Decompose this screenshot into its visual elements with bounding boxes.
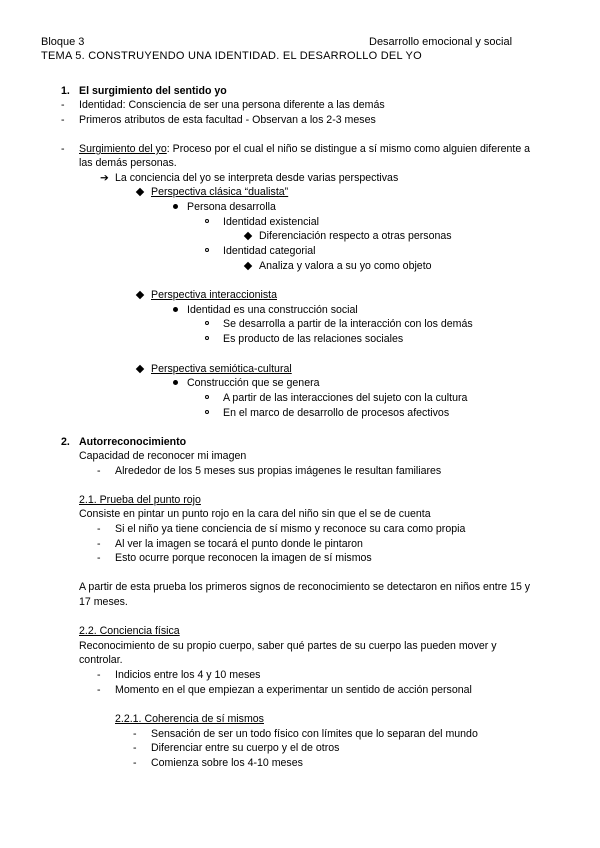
section-2-heading: Autorreconocimiento <box>79 436 187 448</box>
perspective-1-title: Perspectiva clásica “dualista” <box>151 186 289 198</box>
diamond-bullet-icon <box>244 262 252 270</box>
header-right: Desarrollo emocional y social <box>369 36 513 48</box>
diamond-bullet-icon <box>244 232 252 240</box>
s221-detail-1: Sensación de ser un todo físico con límites que lo separan del mundo <box>151 728 478 740</box>
diamond-bullet-icon <box>136 188 144 196</box>
perspective-3-title: Perspectiva semiótica-cultural <box>151 363 292 375</box>
s221-detail-2: Diferenciar entre su cuerpo y el de otros <box>151 742 340 754</box>
s221-detail-3: Comienza sobre los 4-10 meses <box>151 757 303 769</box>
circle-bullet-icon <box>205 248 209 252</box>
dash-marker: - <box>97 552 101 564</box>
dash-marker: - <box>133 757 137 769</box>
diamond-bullet-icon <box>136 365 144 373</box>
definition-text: : Proceso por el cual el niño se distingue a sí mismo como alguien diferente a <box>166 143 531 155</box>
perspective-2-title: Perspectiva interaccionista <box>151 289 278 301</box>
p3-subitem-1: A partir de las interacciones del sujeto con la cultura <box>223 392 468 404</box>
p2-item: Identidad es una construcción social <box>187 304 358 316</box>
s1-bullet-1: Identidad: Consciencia de ser una persona diferente a las demás <box>79 99 385 111</box>
s21-intro: Consiste en pintar un punto rojo en la cara del niño sin que el se de cuenta <box>79 508 431 520</box>
s22-intro-line-1: Reconocimiento de su propio cuerpo, saber qué partes de su cuerpo las pueden mover y <box>79 640 497 652</box>
circle-bullet-icon <box>205 395 209 399</box>
diamond-bullet-icon <box>136 291 144 299</box>
circle-bullet-icon <box>205 219 209 223</box>
p1-subitem-1: Identidad existencial <box>223 216 319 228</box>
subsection-2-2-title: 2.2. Conciencia física <box>79 625 180 637</box>
dash-marker: - <box>133 728 137 740</box>
dash-marker: - <box>97 669 101 681</box>
s21-detail-1: Si el niño ya tiene conciencia de sí mismo y reconoce su cara como propia <box>115 523 466 535</box>
subsection-2-1-title: 2.1. Prueba del punto rojo <box>79 494 201 506</box>
s22-detail-1: Indicios entre los 4 y 10 meses <box>115 669 261 681</box>
dash-marker: - <box>61 143 65 155</box>
p2-subitem-1: Se desarrolla a partir de la interacción con los demás <box>223 318 473 330</box>
s1-definition-line-1 <box>79 142 530 156</box>
page-title: TEMA 5. CONSTRUYENDO UNA IDENTIDAD. EL DESARROLLO DEL YO <box>41 50 422 62</box>
s1-arrow-text: La conciencia del yo se interpreta desde varias perspectivas <box>115 172 399 184</box>
p1-subitem-2: Identidad categorial <box>223 245 316 257</box>
section-1-number: 1. <box>61 85 70 97</box>
s2-intro: Capacidad de reconocer mi imagen <box>79 450 247 462</box>
subsection-2-2-1-title: 2.2.1. Coherencia de sí mismos <box>115 713 264 725</box>
dash-marker: - <box>97 684 101 696</box>
arrow-icon: ➔ <box>100 172 109 184</box>
dash-marker: - <box>97 523 101 535</box>
s21-detail-3: Esto ocurre porque reconocen la imagen de sí mismos <box>115 552 372 564</box>
s1-definition-line-2: las demás personas. <box>79 157 177 169</box>
s1-bullet-2: Primeros atributos de esta facultad - Observan a los 2-3 meses <box>79 114 376 126</box>
dash-marker: - <box>133 742 137 754</box>
s21-detail-2: Al ver la imagen se tocará el punto donde le pintaron <box>115 538 363 550</box>
s21-paragraph-line-1: A partir de esta prueba los primeros signos de reconocimiento se detectaron en niños entre 15 y <box>79 581 531 593</box>
dash-marker: - <box>61 114 65 126</box>
p2-subitem-2: Es producto de las relaciones sociales <box>223 333 404 345</box>
dot-bullet-icon <box>173 204 178 209</box>
p3-item: Construcción que se genera <box>187 377 320 389</box>
s21-paragraph-line-2: 17 meses. <box>79 596 128 608</box>
s22-detail-2: Momento en el que empiezan a experimentar un sentido de acción personal <box>115 684 472 696</box>
section-2-number: 2. <box>61 436 70 448</box>
p3-subitem-2: En el marco de desarrollo de procesos afectivos <box>223 407 450 419</box>
p1-subitem-2-detail: Analiza y valora a su yo como objeto <box>259 260 432 272</box>
circle-bullet-icon <box>205 336 209 340</box>
p1-item: Persona desarrolla <box>187 201 276 213</box>
header-left: Bloque 3 <box>41 36 85 48</box>
dot-bullet-icon <box>173 307 178 312</box>
s2-detail-1: Alrededor de los 5 meses sus propias imágenes le resultan familiares <box>115 465 442 477</box>
circle-bullet-icon <box>205 321 209 325</box>
dash-marker: - <box>97 465 101 477</box>
p1-subitem-1-detail: Diferenciación respecto a otras personas <box>259 230 452 242</box>
dash-marker: - <box>61 99 65 111</box>
dot-bullet-icon <box>173 380 178 385</box>
circle-bullet-icon <box>205 410 209 414</box>
s22-intro-line-2: controlar. <box>79 654 123 666</box>
definition-term: Surgimiento del yo <box>79 143 167 155</box>
section-1-heading: El surgimiento del sentido yo <box>79 85 227 97</box>
dash-marker: - <box>97 538 101 550</box>
